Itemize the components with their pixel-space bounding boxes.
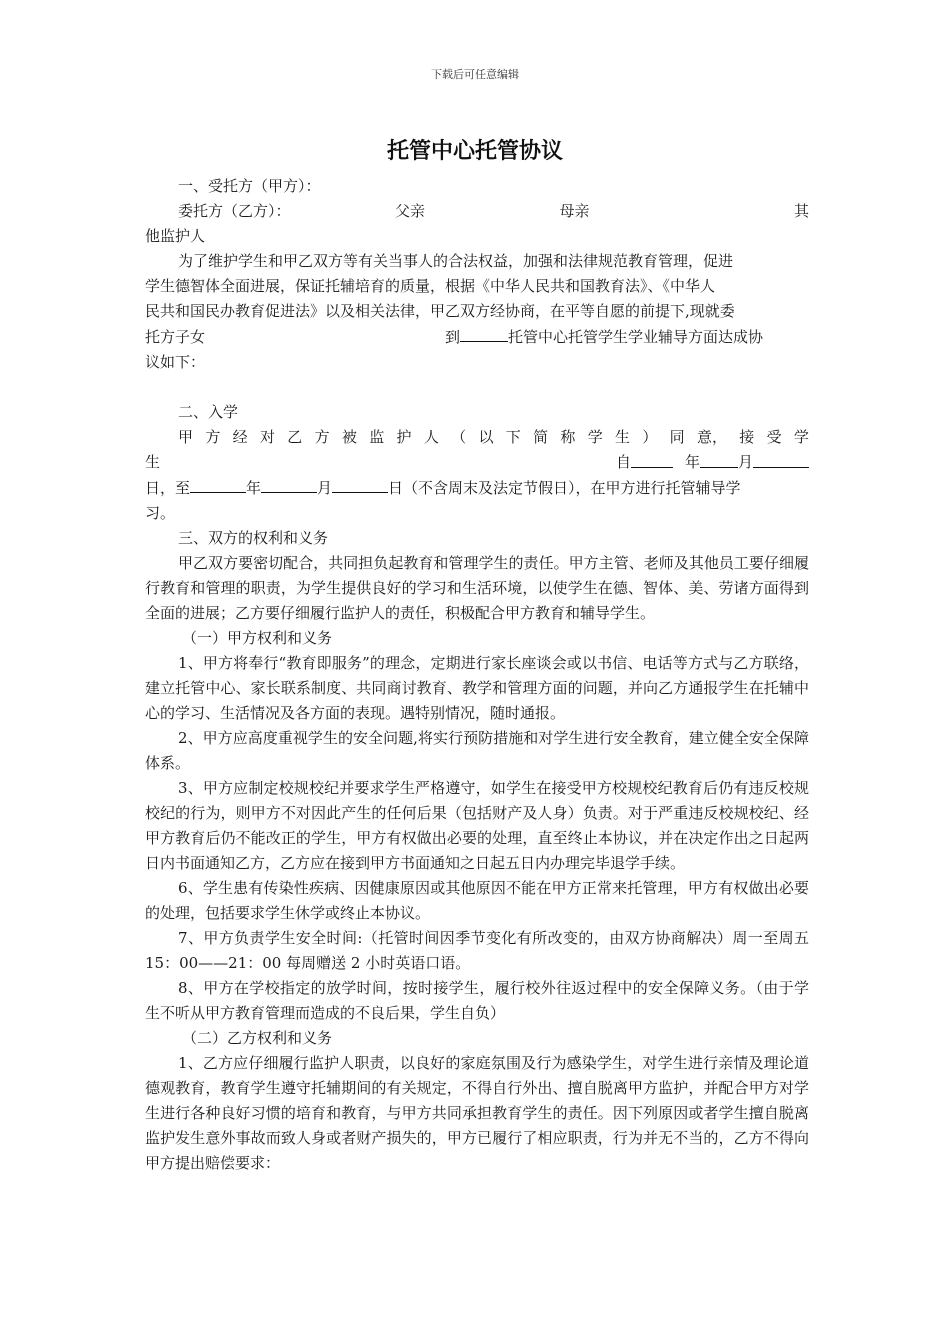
section2-line1-char: 简	[533, 428, 549, 446]
section2-line2	[145, 450, 809, 475]
end-day-blank	[332, 475, 388, 493]
section3-intro: 甲乙双方要密切配合，共同担负起教育和管理学生的责任。甲方主管、老师及其他员工要仔细履行教育和管理的职责，为学生提供良好的学习和生活环境，以使学生在德、智体、美、劳诸方面得到全面的进展；乙方要仔细履行监护人的责任，积极配合甲方教育和辅导学生。	[145, 554, 809, 622]
entrust-label: 委托方（乙方）：	[178, 202, 291, 220]
end-year-blank	[190, 475, 246, 493]
section2-line1	[145, 425, 809, 450]
party-a-clause-2: 2、甲方应高度重视学生的安全问题,将实行预防措施和对学生进行安全教育，建立健全安全保障体系。	[145, 729, 809, 772]
start-year-blank	[631, 450, 673, 468]
section2-line1-char: （	[451, 428, 467, 446]
section2-line1-char: 接	[739, 428, 755, 446]
party-a-clause-8: 8、甲方在学校指定的放学时间，按时接学生，履行校外往返过程中的安全保障义务。（由于学生不听从甲方教育管理而造成的不良后果，学生自负）	[145, 979, 809, 1022]
party-a-clause-6: 6、学生患有传染性疾病、因健康原因或其他原因不能在甲方正常来托管理，甲方有权做出必要的处理，包括要求学生休学或终止本协议。	[145, 879, 809, 922]
end-month-label: 月	[317, 479, 333, 497]
section2-line1-char: 学	[793, 428, 809, 446]
document-title: 托管中心托管协议	[386, 138, 563, 164]
end-day-label: 日（不含周末及法定节假日），在甲方进行托管辅导学	[388, 479, 741, 497]
section2-line1-char: 方	[314, 428, 330, 446]
section2-line1-char: 甲	[178, 428, 194, 446]
section2-line1-char: 生	[615, 428, 631, 446]
document-body	[145, 174, 809, 1176]
header-note: 下载后可任意编辑	[431, 68, 519, 81]
start-year-label: 年	[684, 453, 700, 471]
mother-label: 母亲	[559, 202, 590, 220]
father-label: 父亲	[394, 202, 425, 220]
section2-line1-char: 以	[478, 428, 494, 446]
section2-line1-char: 学	[587, 428, 603, 446]
section1-para-line1: 为了维护学生和甲乙双方等有关当事人的合法权益，加强和法律规范教育管理，促进	[178, 252, 734, 270]
party-a-clause-3: 3、甲方应制定校规校纪并要求学生严格遵守，如学生在接受甲方校规校纪教育后仍有违反校规校纪的行为，则甲方不对因此产生的任何后果（包括财产及人身）负责。对于严重违反校规校纪、经甲方教育后仍不能改正的学生，甲方有权做出必要的处理，直至终止本协议，并在决定作出之日起两日内书面通知乙方，乙方应在接到甲方书面通知之日起五日内办理完毕退学手续。	[145, 779, 809, 872]
section2-line1-char: 同	[669, 428, 685, 446]
start-day-blank	[753, 450, 809, 468]
section2-line1-char: 受	[766, 428, 782, 446]
end-year-label: 年	[246, 479, 262, 497]
section1-para-line3: 民共和国民办教育促进法》以及相关法律，甲乙双方经协商，在平等自愿的前提下,现就委	[145, 302, 735, 320]
section2-line1-char: 下	[505, 428, 521, 446]
section2-line1-char: 对	[259, 428, 275, 446]
from-label: 自	[615, 453, 631, 471]
party-a-heading: （一）甲方权利和义务	[182, 629, 333, 647]
section2-heading: 二、入学	[178, 403, 239, 421]
section1-para-line5: 议如下：	[145, 353, 206, 371]
para-agree-label: 托管中心托管学生学业辅导方面达成协	[508, 328, 764, 346]
other-label-a: 其	[793, 202, 809, 220]
party-a-clause-7: 7、甲方负责学生安全时间:（托管时间因季节变化有所改变的，由双方协商解决）周一至周五 15：00——21：00 每周赠送 2 小时英语口语。	[145, 929, 809, 972]
section2-line1-char: 乙	[287, 428, 303, 446]
section2-line4: 习。	[145, 504, 176, 522]
other-label-b: 他监护人	[145, 227, 206, 245]
section1-para-line4	[145, 324, 809, 350]
section2-line1-char: ）	[642, 428, 658, 446]
end-month-blank	[261, 475, 317, 493]
party-b-clause-1: 1、乙方应仔细履行监护人职责，以良好的家庭氛围及行为感染学生，对学生进行亲情及理论道德观教育，教育学生遵守托辅期间的有关规定，不得自行外出、擅自脱离甲方监护，并配合甲方对学生进行各种良好习惯的培育和教育，与甲方共同承担教育学生的责任。因下列原因或者学生擅自脱离监护发生意外事故而致人身或者财产损失的，甲方已履行了相应职责，行为并无不当的，乙方不得向甲方提出赔偿要求：	[145, 1054, 809, 1172]
start-month-label: 月	[737, 453, 753, 471]
to-label: 日，至	[145, 479, 191, 497]
section2-line1-char: 监	[369, 428, 385, 446]
section2-line1-char: 方	[205, 428, 221, 446]
section2-line1-char: 被	[341, 428, 357, 446]
section2-line1-char: 称	[560, 428, 576, 446]
party-a-clause-1: 1、甲方将奉行“教育即服务”的理念，定期进行家长座谈会或以书信、电话等方式与乙方联络，建立托管中心、家长联系制度、共同商讨教育、教学和管理方面的问题，并向乙方通报学生在托辅中心的学习、生活情况及各方面的表现。遇特别情况，随时通报。	[145, 654, 809, 722]
center-name-blank	[460, 324, 508, 342]
section2-line1-char: 护	[396, 428, 412, 446]
section2-line3	[145, 475, 809, 501]
section1-para-line2: 学生德智体全面进展，保证托辅培育的质量，根据《中华人民共和国教育法》、《中华人	[145, 277, 716, 295]
section2-line1-char: 经	[232, 428, 248, 446]
para-to-label: 到	[445, 328, 461, 346]
para-child-label: 托方子女	[145, 328, 206, 346]
section3-heading: 三、双方的权利和义务	[178, 529, 329, 547]
start-month-blank-line	[700, 450, 738, 468]
section2-line1-char: 意，	[696, 428, 727, 446]
student-label: 生	[145, 453, 161, 471]
section2-line1-char: 人	[423, 428, 439, 446]
section1-heading: 一、受托方（甲方）：	[178, 177, 321, 195]
entrust-row	[145, 199, 809, 224]
party-b-heading: （二）乙方权利和义务	[182, 1029, 333, 1047]
